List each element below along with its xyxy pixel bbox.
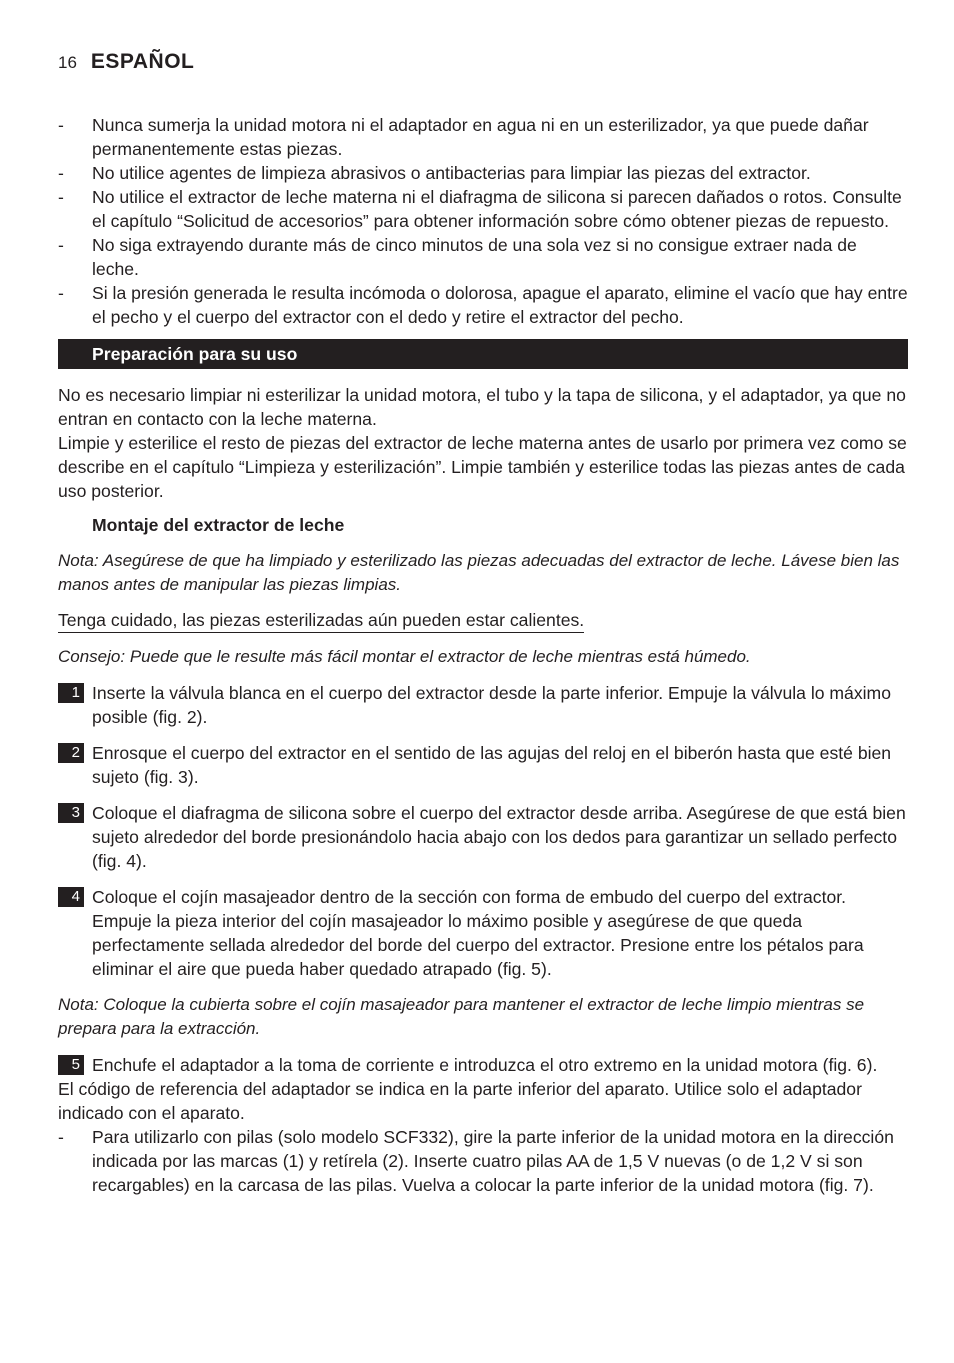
list-item-text: Si la presión generada le resulta incómoda o dolorosa, apague el aparato, elimine el vacío que hay entre el pecho y el cuerpo del extractor con el dedo y retire el extractor del pecho.	[92, 283, 908, 327]
battery-list	[58, 1125, 908, 1197]
step-item	[58, 885, 908, 981]
warning-list	[58, 113, 908, 329]
list-item-text: Para utilizarlo con pilas (solo modelo SCF332), gire la parte inferior de la unidad motora en la dirección indicada por las marcas (1) y retírela (2). Inserte cuatro pilas AA de 1,5 V nuevas (o de 1,2 V si son recargables) en la carcasa de las pilas. Vuelva a colocar la parte inferior de la unidad motora (fig. 7).	[92, 1127, 894, 1195]
intro-paragraph: Limpie y esterilice el resto de piezas del extractor de leche materna antes de usarlo por primera vez como se describe en el capítulo “Limpieza y esterilización”. Limpie también y esterilice todas las piezas antes de cada uso posterior.	[58, 433, 907, 501]
dash-marker: -	[58, 235, 64, 255]
step-item	[58, 1053, 908, 1077]
list-item-text: No utilice el extractor de leche materna ni el diafragma de silicona si parecen dañados o rotos. Consulte el capítulo “Solicitud de accesorios” para obtener información sobre cómo obtener piezas de repuesto.	[92, 187, 902, 231]
step-text: Enrosque el cuerpo del extractor en el sentido de las agujas del reloj en el biberón hasta que esté bien sujeto (fig. 3).	[92, 743, 892, 787]
list-item-text: No utilice agentes de limpieza abrasivos o antibacterias para limpiar las piezas del extractor.	[92, 163, 811, 183]
step-text: Coloque el diafragma de silicona sobre el cuerpo del extractor desde arriba. Asegúrese de que está bien sujeto alrededor del borde presionándolo hacia abajo con los dedos para garantizar un sellado perfecto (fig. 4).	[92, 803, 906, 871]
dash-marker: -	[58, 1127, 64, 1147]
caution-text: Tenga cuidado, las piezas esterilizadas aún pueden estar calientes.	[58, 609, 584, 633]
step-number-badge: 2	[58, 743, 84, 763]
list-item	[58, 113, 908, 161]
intro-paragraph: No es necesario limpiar ni esterilizar la unidad motora, el tubo y la tapa de silicona, y el adaptador, ya que no entran en contacto con la leche materna.	[58, 385, 906, 429]
tip: Consejo: Puede que le resulte más fácil montar el extractor de leche mientras está húmedo.	[58, 647, 751, 666]
list-item	[58, 281, 908, 329]
page-content	[58, 113, 908, 1197]
step-number-badge: 4	[58, 887, 84, 907]
dash-marker: -	[58, 115, 64, 135]
step-text: Inserte la válvula blanca en el cuerpo del extractor desde la parte inferior. Empuje la válvula lo máximo posible (fig. 2).	[92, 683, 891, 727]
dash-marker: -	[58, 187, 64, 207]
page-number: 16	[58, 53, 77, 72]
step-number-badge: 5	[58, 1055, 84, 1075]
step-item	[58, 741, 908, 789]
list-item-text: No siga extrayendo durante más de cinco minutos de una sola vez si no consigue extraer nada de leche.	[92, 235, 857, 279]
step-item	[58, 801, 908, 873]
dash-marker: -	[58, 283, 64, 303]
subheading: Montaje del extractor de leche	[92, 515, 345, 535]
step-text: Coloque el cojín masajeador dentro de la sección con forma de embudo del cuerpo del extractor. Empuje la pieza interior del cojín masajeador lo máximo posible y asegúrese de que queda perfectamente sellada alrededor del borde del cuerpo del extractor. Presione entre los pétalos para eliminar el aire que pueda haber quedado atrapado (fig. 5).	[92, 887, 864, 979]
step-number-badge: 3	[58, 803, 84, 823]
list-item	[58, 1125, 908, 1197]
adapter-paragraph: El código de referencia del adaptador se indica en la parte inferior del aparato. Utilice solo el adaptador indicado con el aparato.	[58, 1079, 862, 1123]
list-item-text: Nunca sumerja la unidad motora ni el adaptador en agua ni en un esterilizador, ya que puede dañar permanentemente estas piezas.	[92, 115, 869, 159]
step-number-badge: 1	[58, 683, 84, 703]
page-header	[58, 50, 194, 80]
language-title: ESPAÑOL	[90, 50, 195, 73]
step-text: Enchufe el adaptador a la toma de corriente e introduzca el otro extremo en la unidad motora (fig. 6).	[92, 1055, 878, 1075]
section-heading: Preparación para su uso	[58, 339, 908, 369]
note: Nota: Coloque la cubierta sobre el cojín masajeador para mantener el extractor de leche limpio mientras se prepara para la extracción.	[58, 995, 865, 1038]
list-item	[58, 161, 908, 185]
list-item	[58, 185, 908, 233]
note: Nota: Asegúrese de que ha limpiado y esterilizado las piezas adecuadas del extractor de leche. Lávese bien las manos antes de manipular las piezas limpias.	[58, 551, 900, 594]
step-item	[58, 681, 908, 729]
dash-marker: -	[58, 163, 64, 183]
list-item	[58, 233, 908, 281]
